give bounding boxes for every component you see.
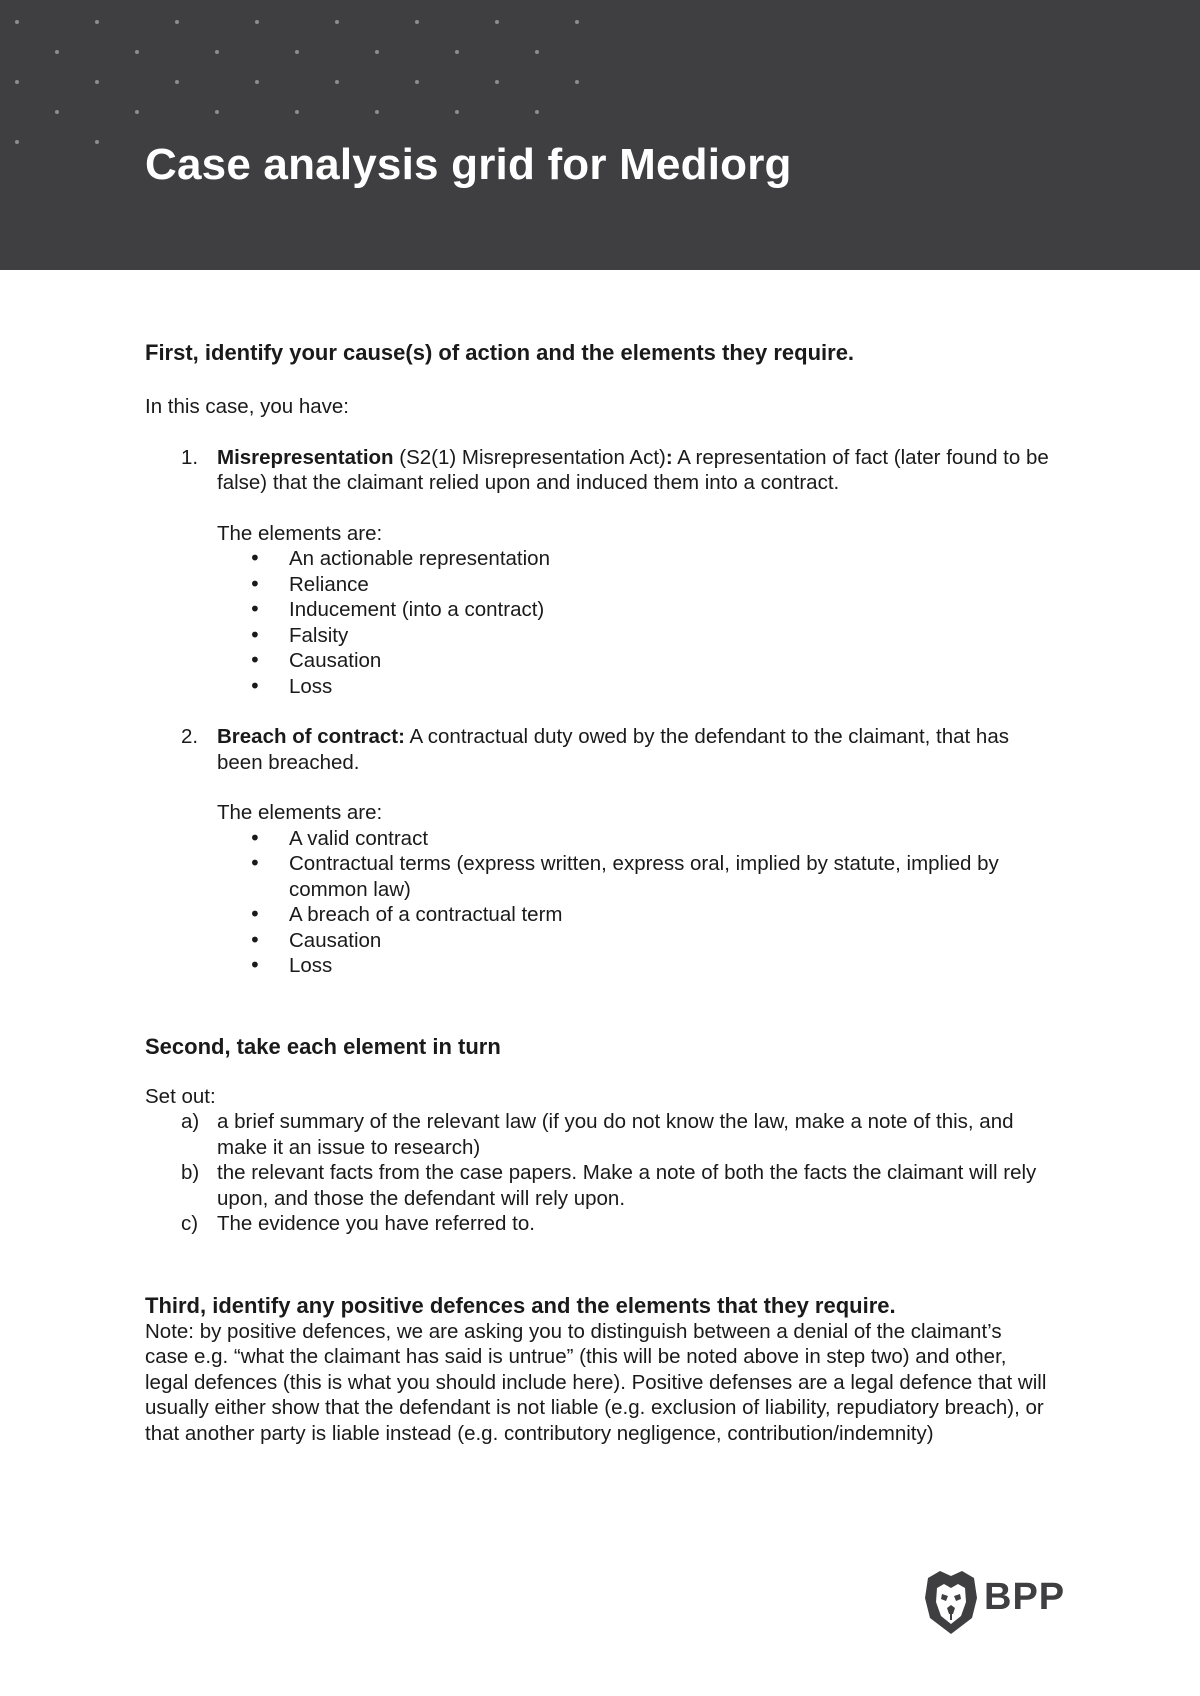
cause-text: A contractual duty owed by the defendant to the claimant, that has been breached. bbox=[217, 725, 1009, 774]
cause-description bbox=[217, 445, 1050, 496]
header-dot bbox=[495, 80, 499, 84]
header-dot bbox=[575, 80, 579, 84]
elements-intro: The elements are: bbox=[217, 521, 383, 545]
header-dot bbox=[455, 50, 459, 54]
cause-item bbox=[145, 445, 1050, 700]
setout-letter: b) bbox=[181, 1161, 200, 1184]
header-dot bbox=[95, 80, 99, 84]
elements-list bbox=[217, 826, 1050, 979]
step2-intro: Set out: bbox=[145, 1084, 216, 1108]
cause-reference: (S2(1) Misrepresentation Act) bbox=[393, 445, 666, 469]
lion-shield-icon bbox=[922, 1568, 980, 1636]
element-item: • A valid contract bbox=[217, 826, 1050, 852]
header-dot bbox=[295, 110, 299, 114]
header-dot bbox=[415, 80, 419, 84]
cause-number: 2. bbox=[181, 725, 199, 748]
header-dot bbox=[495, 20, 499, 24]
cause-item bbox=[145, 724, 1050, 979]
header-dot bbox=[175, 80, 179, 84]
setout-item bbox=[145, 1109, 1050, 1160]
setout-item bbox=[145, 1160, 1050, 1211]
header-dot bbox=[55, 50, 59, 54]
header-dot bbox=[135, 50, 139, 54]
element-item: • Loss bbox=[217, 674, 1050, 700]
element-item: • Reliance bbox=[217, 572, 1050, 598]
step3-note: Note: by positive defences, we are asking you to distinguish between a denial of the claimant’s case e.g. “what the claimant has said is untrue” (this will be noted above in step two) and other, legal defences (this is what you should include here). Positive defenses are a legal defence that will usually either show that the defendant is not liable (e.g. exclusion of liability, repudiatory breach), or that another party is liable instead (e.g. contributory negligence, contribution/indemnity) bbox=[145, 1319, 1047, 1445]
element-item: • Falsity bbox=[217, 623, 1050, 649]
header-dot bbox=[15, 80, 19, 84]
setout-list bbox=[145, 1109, 1050, 1237]
header-dot bbox=[415, 20, 419, 24]
element-item: • Contractual terms (express written, express oral, implied by statute, implied by common law) bbox=[217, 851, 1050, 902]
header-dot bbox=[215, 110, 219, 114]
header-dot bbox=[375, 50, 379, 54]
cause-description bbox=[217, 724, 1050, 775]
bpp-logo bbox=[922, 1568, 1066, 1636]
header-dot bbox=[215, 50, 219, 54]
header-dot bbox=[335, 20, 339, 24]
header-dot bbox=[375, 110, 379, 114]
elements-intro: The elements are: bbox=[217, 801, 383, 824]
setout-letter: c) bbox=[181, 1212, 199, 1235]
header-dot bbox=[455, 110, 459, 114]
setout-item bbox=[145, 1211, 1050, 1237]
header-dot bbox=[295, 50, 299, 54]
header-dot bbox=[335, 80, 339, 84]
setout-text: the relevant facts from the case papers. Make a note of both the facts the claimant will rely upon, and those the defendant will rely upon. bbox=[217, 1161, 1037, 1210]
cause-text: A representation of fact (later found to be false) that the claimant relied upon and induced them into a contract. bbox=[217, 445, 1049, 494]
causes-list bbox=[145, 445, 1050, 979]
header-dot bbox=[15, 140, 19, 144]
header-dot bbox=[535, 110, 539, 114]
element-item: • A breach of a contractual term bbox=[217, 902, 1050, 928]
element-item: • Inducement (into a contract) bbox=[217, 597, 1050, 623]
elements-list bbox=[217, 546, 1050, 699]
header-dot bbox=[575, 20, 579, 24]
document-body bbox=[145, 340, 1050, 1446]
setout-text: The evidence you have referred to. bbox=[217, 1212, 535, 1235]
element-item: • Causation bbox=[217, 648, 1050, 674]
step2-heading: Second, take each element in turn bbox=[145, 1033, 501, 1059]
header-banner bbox=[0, 0, 1200, 270]
element-item: • An actionable representation bbox=[217, 546, 1050, 572]
logo-text: BPP bbox=[984, 1576, 1066, 1618]
header-dot bbox=[135, 110, 139, 114]
header-dot bbox=[255, 80, 259, 84]
cause-name: Breach of contract: bbox=[217, 725, 405, 748]
header-dot bbox=[95, 20, 99, 24]
header-dot bbox=[175, 20, 179, 24]
step3-heading: Third, identify any positive defences and the elements that they require. bbox=[145, 1292, 896, 1318]
setout-text: a brief summary of the relevant law (if you do not know the law, make a note of this, and make it an issue to research) bbox=[217, 1110, 1014, 1159]
cause-colon: : bbox=[665, 445, 673, 469]
cause-number: 1. bbox=[181, 445, 199, 469]
header-dot bbox=[535, 50, 539, 54]
header-dot bbox=[255, 20, 259, 24]
header-dot bbox=[95, 140, 99, 144]
step1-heading: First, identify your cause(s) of action and the elements they require. bbox=[145, 340, 855, 365]
element-item: • Causation bbox=[217, 928, 1050, 954]
element-item: • Loss bbox=[217, 953, 1050, 979]
header-dot bbox=[55, 110, 59, 114]
page-title: Case analysis grid for Mediorg bbox=[145, 140, 792, 189]
header-dot bbox=[15, 20, 19, 24]
step1-intro: In this case, you have: bbox=[145, 395, 349, 418]
setout-letter: a) bbox=[181, 1110, 200, 1133]
cause-name: Misrepresentation bbox=[217, 445, 394, 469]
